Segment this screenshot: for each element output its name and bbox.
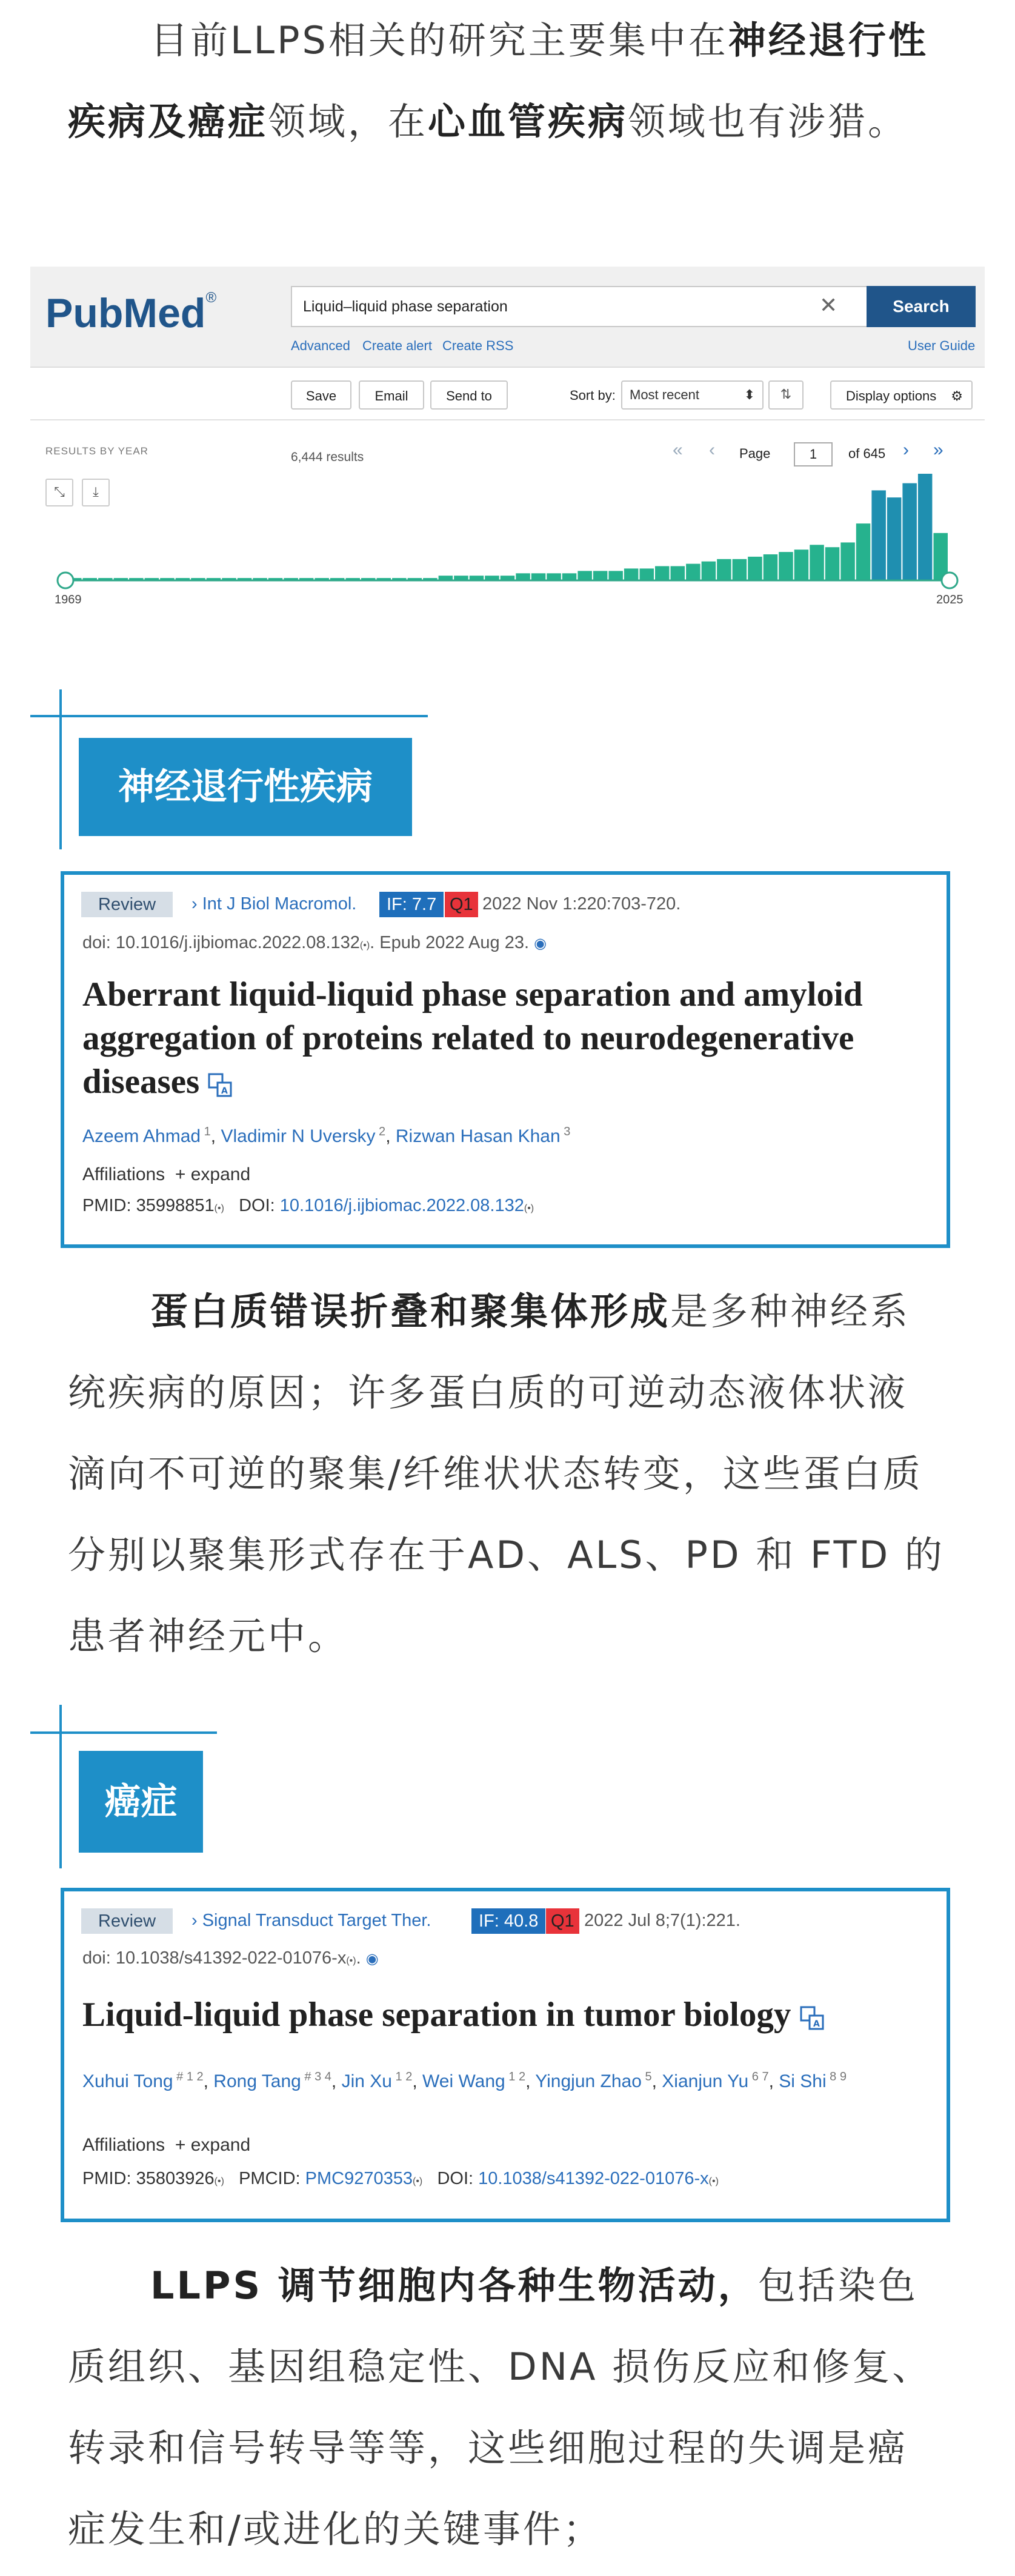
year-bar[interactable] [840, 542, 855, 580]
link-icon: (•) [524, 1203, 534, 1213]
search-query: Liquid–liquid phase separation [303, 298, 508, 315]
author-link[interactable]: Xianjun Yu [662, 2071, 749, 2091]
llps-regulation-paragraph [68, 2245, 947, 2570]
display-options-label: Display options [846, 388, 937, 403]
gear-icon: ⚙ [951, 388, 963, 403]
pmid-label: PMID: [82, 1196, 136, 1215]
doi-line [82, 933, 547, 953]
author-affiliation-marker: # 1 2 [173, 2070, 204, 2083]
author-link[interactable]: Yingjun Zhao [535, 2071, 642, 2091]
intro-paragraph [68, 0, 947, 162]
sort-by-label: Sort by: [570, 388, 616, 403]
year-bar[interactable] [593, 571, 608, 580]
year-bar[interactable] [887, 497, 902, 580]
doi-text: doi: 10.1038/s41392-022-01076-x [82, 1948, 347, 1968]
author-separator: , [331, 2071, 342, 2091]
page-number: 1 [809, 446, 817, 462]
download-icon[interactable]: ⤓ [82, 479, 110, 506]
author-affiliation-marker: 3 [560, 1125, 571, 1138]
article-title-text: Liquid-liquid phase separation in tumor biology [82, 1996, 791, 2034]
year-start-label: 1969 [55, 593, 82, 606]
link-icon: (•) [214, 2176, 224, 2186]
misfolding-text: 是多种神经系统疾病的原因；许多蛋白质的可逆动态液体状液滴向不可逆的聚集/纤维状状态转变，这些蛋白质分别以聚集形式存在于AD、ALS、PD 和 FTD 的患者神经元中。 [68, 1289, 945, 1658]
year-bar[interactable] [748, 557, 762, 580]
review-badge: Review [81, 892, 173, 917]
year-bar[interactable] [825, 547, 840, 580]
year-bar[interactable] [810, 545, 824, 580]
camera-icon[interactable]: ◉ [534, 935, 547, 952]
pub-date: 2022 Jul 8;7(1):221. [584, 1911, 740, 1930]
pmid-value[interactable]: 35803926 [136, 2169, 215, 2188]
pmid-label: PMID: [82, 2169, 136, 2188]
epub-date: . Epub 2022 Aug 23. [370, 933, 530, 952]
doi-label: DOI: [437, 2169, 479, 2188]
quartile-badge: Q1 [445, 892, 478, 917]
year-bar[interactable] [702, 562, 716, 580]
llps-text: 包括染色质组织、基因组稳定性、DNA 损伤反应和修复、转录和信号转导等等，这些细胞过程的失调是癌症发生和/或进化的关键事件； [68, 2263, 933, 2551]
author-affiliation-marker: 8 9 [826, 2070, 847, 2083]
timeline-start-handle[interactable] [58, 573, 73, 588]
translate-icon[interactable] [800, 2006, 824, 2030]
year-bar[interactable] [577, 571, 592, 580]
pubmed-header [30, 267, 985, 368]
collapse-icon[interactable]: ⤡ [45, 479, 73, 506]
intro-text-end: 领域也有涉猎。 [628, 99, 908, 144]
doi-link[interactable]: 10.1016/j.ijbiomac.2022.08.132 [279, 1196, 524, 1215]
year-bar[interactable] [547, 573, 561, 580]
create-rss-link[interactable]: Create RSS [442, 338, 514, 353]
results-count: 6,444 results [291, 450, 364, 464]
display-options-button[interactable] [830, 380, 973, 410]
search-button[interactable]: Search [867, 286, 976, 327]
author-link[interactable]: Jin Xu [341, 2071, 392, 2091]
link-icon: (•) [214, 1203, 224, 1213]
next-page-icon[interactable]: › [903, 440, 909, 460]
author-separator: , [203, 2071, 214, 2091]
author-link[interactable]: Rong Tang [213, 2071, 301, 2091]
impact-factor-badge: IF: 7.7 [379, 892, 444, 917]
author-list [82, 1117, 937, 1151]
author-separator: , [385, 1126, 396, 1146]
author-affiliation-marker: # 3 4 [301, 2070, 331, 2083]
year-bar[interactable] [531, 573, 546, 580]
year-bar[interactable] [902, 483, 917, 580]
divider [30, 419, 985, 420]
author-affiliation-marker: 2 [375, 1125, 386, 1138]
intro-text: 目前LLPS相关的研究主要集中在 [150, 18, 728, 62]
registered-icon: ® [205, 290, 217, 306]
pubmed-panel [30, 267, 985, 666]
author-affiliation-marker: 5 [641, 2070, 652, 2083]
misfolding-paragraph [68, 1271, 947, 1677]
article-title-text: Aberrant liquid-liquid phase separation and amyloid aggregation of proteins related to neurodegenerative diseases [82, 975, 863, 1101]
page-input[interactable] [794, 442, 833, 466]
intro-bold-2: 心血管疾病 [428, 99, 628, 144]
identifiers-line [82, 2169, 719, 2189]
page-label: Page [739, 446, 771, 461]
year-bar[interactable] [717, 559, 731, 580]
year-bar[interactable] [856, 523, 871, 580]
expand-button[interactable]: + expand [175, 2135, 251, 2155]
search-input[interactable] [291, 286, 897, 327]
year-bar[interactable] [779, 552, 793, 580]
results-by-year-chart [30, 466, 985, 666]
link-icon: (•) [346, 1956, 356, 1966]
affiliations-label: Affiliations [82, 2135, 165, 2155]
year-end-label: 2025 [936, 593, 963, 606]
author-separator: , [525, 2071, 536, 2091]
year-bar[interactable] [733, 559, 747, 580]
doi-label: DOI: [239, 1196, 280, 1215]
doi-link[interactable]: 10.1038/s41392-022-01076-x [478, 2169, 709, 2188]
author-affiliation-marker: 1 [201, 1125, 211, 1138]
identifiers-line [82, 1196, 534, 1216]
journal-name: Signal Transduct Target Ther. [202, 1911, 431, 1930]
link-icon: (•) [359, 940, 370, 951]
doi-line: doi: 10.1038/s41392-022-01076-x(•). ◉ [82, 1948, 379, 1968]
year-bar[interactable] [562, 573, 577, 580]
year-bar[interactable] [655, 566, 670, 581]
impact-factor-badge: IF: 40.8 [471, 1908, 545, 1934]
year-bar[interactable] [640, 568, 654, 580]
doi-text: doi: 10.1016/j.ijbiomac.2022.08.132 [82, 933, 360, 952]
pubmed-logo-text: PubMed [45, 290, 206, 336]
chevron-updown-icon: ⬍ [744, 387, 755, 402]
author-separator: , [768, 2071, 779, 2091]
author-link[interactable]: Azeem Ahmad [82, 1126, 201, 1146]
section-vline [59, 689, 62, 849]
create-alert-link[interactable]: Create alert [362, 338, 432, 353]
author-link[interactable]: Xuhui Tong [82, 2071, 173, 2091]
of-pages: of 645 [848, 446, 886, 461]
camera-icon[interactable]: ◉ [365, 1951, 379, 1967]
sort-value: Most recent [630, 387, 699, 402]
quartile-badge: Q1 [546, 1908, 579, 1934]
author-link[interactable]: Wei Wang [422, 2071, 505, 2091]
translate-icon[interactable] [208, 1073, 232, 1097]
article-title[interactable] [82, 1993, 937, 2037]
intro-text-mid: 领域，在 [268, 99, 428, 144]
timeline-end-handle[interactable] [942, 573, 957, 588]
affiliations-label: Affiliations [82, 1164, 165, 1184]
section-title-cancer: 癌症 [79, 1751, 203, 1853]
results-by-year-label: RESULTS BY YEAR [45, 445, 148, 457]
author-link[interactable]: Vladimir N Uversky [221, 1126, 376, 1146]
expand-button[interactable]: + expand [175, 1164, 251, 1184]
year-bar[interactable] [871, 490, 886, 580]
section-vline [59, 1705, 62, 1868]
author-affiliation-marker: 6 7 [748, 2070, 769, 2083]
citation-card-2 [61, 1888, 950, 2222]
user-guide-link[interactable]: User Guide [908, 338, 976, 353]
journal-name: Int J Biol Macromol. [202, 894, 357, 914]
prev-page-icon[interactable]: ‹ [709, 440, 715, 460]
year-bar[interactable] [764, 554, 778, 580]
section-hline [30, 1731, 217, 1734]
last-page-icon[interactable]: » [933, 440, 943, 460]
author-separator: , [210, 1126, 221, 1146]
clear-icon[interactable]: ✕ [819, 293, 838, 318]
author-link[interactable]: Rizwan Hasan Khan [395, 1126, 561, 1146]
sort-select[interactable] [621, 380, 764, 410]
link-icon: (•) [708, 2176, 719, 2186]
year-bar[interactable] [624, 568, 639, 580]
svg-text:A: A [221, 1086, 228, 1096]
svg-text:A: A [813, 2019, 820, 2029]
author-separator: , [651, 2071, 662, 2091]
misfolding-bold: 蛋白质错误折叠和聚集体形成 [150, 1289, 671, 1333]
author-affiliation-marker: 1 2 [391, 2070, 413, 2083]
author-list [82, 2062, 937, 2096]
link-icon: (•) [413, 2176, 423, 2186]
advanced-link[interactable]: Advanced [291, 338, 350, 353]
pubmed-logo[interactable] [45, 290, 216, 337]
section-title-neuro: 神经退行性疾病 [79, 738, 412, 836]
pmid-value[interactable]: 35998851 [136, 1196, 215, 1215]
save-button[interactable]: Save [291, 380, 351, 410]
journal-link[interactable]: › Signal Transduct Target Ther. [191, 1911, 431, 1930]
section-hline [30, 715, 428, 717]
pmcid-link[interactable]: PMC9270353 [305, 2169, 413, 2188]
affiliations [82, 1164, 250, 1185]
year-bar[interactable] [516, 573, 530, 580]
intro-bold-1: 神经退行性疾病及癌症 [68, 18, 928, 144]
email-button[interactable]: Email [359, 380, 424, 410]
year-bar[interactable] [918, 474, 933, 580]
year-bar[interactable] [671, 566, 685, 581]
pmcid-label: PMCID: [239, 2169, 305, 2188]
pub-date: 2022 Nov 1:220:703-720. [482, 894, 681, 914]
author-separator: , [412, 2071, 423, 2091]
review-badge: Review [81, 1908, 173, 1934]
llps-bold: LLPS 调节细胞内各种生物活动， [150, 2263, 758, 2308]
year-bar[interactable] [686, 564, 701, 580]
journal-link[interactable]: › Int J Biol Macromol. [191, 894, 357, 914]
year-bar[interactable] [608, 571, 623, 580]
author-affiliation-marker: 1 2 [505, 2070, 526, 2083]
author-link[interactable]: Si Shi [779, 2071, 827, 2091]
affiliations [82, 2135, 250, 2156]
chart-bars [67, 474, 948, 580]
citation-card-1 [61, 871, 950, 1248]
year-bar[interactable] [794, 549, 809, 580]
first-page-icon[interactable]: « [673, 440, 683, 460]
article-title[interactable] [82, 973, 937, 1104]
sort-direction-icon[interactable]: ⇅ [768, 380, 804, 410]
send-to-button[interactable]: Send to [430, 380, 508, 410]
